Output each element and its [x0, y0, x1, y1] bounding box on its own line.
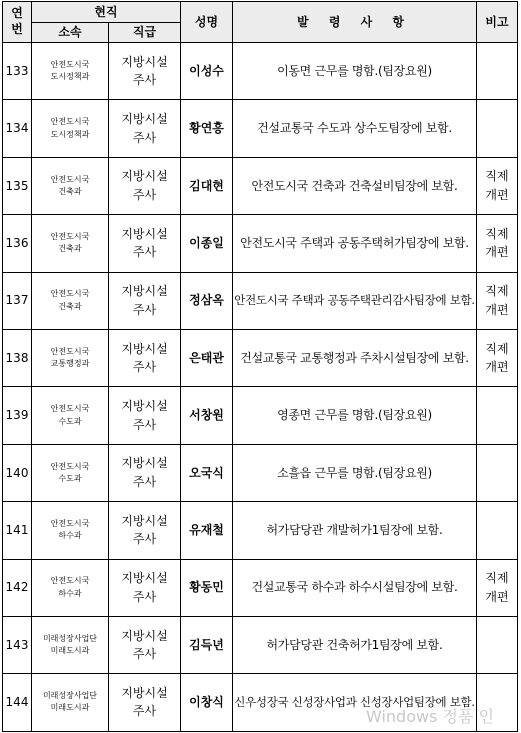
table-row: [3, 100, 518, 157]
row-rank: [109, 387, 181, 444]
row-number: 135: [3, 157, 32, 214]
row-remark: [477, 444, 518, 501]
row-dept-line1: 안전도시국: [50, 231, 90, 241]
row-name: 은태관: [181, 329, 233, 386]
row-dept: [32, 387, 109, 444]
row-rank-line1: 지방시설: [121, 169, 168, 184]
row-dept: [32, 502, 109, 559]
row-number: 140: [3, 444, 32, 501]
row-remark: [477, 100, 518, 157]
row-rank: [109, 43, 181, 100]
row-remark: [477, 215, 518, 272]
row-rank: [109, 674, 181, 731]
row-dept-line2: 도시정책과: [50, 129, 90, 139]
row-rank-line2: 주사: [132, 360, 157, 375]
row-dept: [32, 444, 109, 501]
row-remark-line1: 직제: [485, 284, 509, 299]
row-name: 황연흥: [181, 100, 233, 157]
row-dept-line1: 안전도시국: [50, 346, 90, 356]
table-row: [3, 329, 518, 386]
row-rank-line2: 주사: [132, 245, 157, 260]
row-name: 황동민: [181, 559, 233, 616]
row-rank: [109, 616, 181, 673]
row-dept-line2: 미래도시과: [50, 703, 90, 713]
row-dept-line2: 건축과: [58, 244, 82, 254]
row-dept: [32, 272, 109, 329]
row-rank-line1: 지방시설: [121, 226, 168, 241]
row-rank-line2: 주사: [132, 474, 157, 489]
row-appointment: 안전도시국 주택과 공동주택관리감사팀장에 보함.: [233, 272, 477, 329]
row-dept-line2: 도시정책과: [50, 72, 90, 82]
row-dept: [32, 616, 109, 673]
row-rank-line1: 지방시설: [121, 284, 168, 299]
row-number: 144: [3, 674, 32, 731]
row-remark: [477, 559, 518, 616]
row-name: 이창식: [181, 674, 233, 731]
row-remark: [477, 157, 518, 214]
row-dept-line2: 건축과: [58, 301, 82, 311]
row-rank: [109, 215, 181, 272]
row-name: 이종일: [181, 215, 233, 272]
row-name: 이성수: [181, 43, 233, 100]
row-dept-line2: 교통행정과: [50, 359, 90, 369]
header-remark: 비고: [477, 2, 518, 43]
row-dept-line1: 안전도시국: [50, 576, 90, 586]
row-rank: [109, 157, 181, 214]
row-remark-line1: 직제: [485, 571, 509, 586]
row-dept-line2: 수도과: [58, 416, 82, 426]
row-dept: [32, 157, 109, 214]
table-header: [3, 2, 518, 43]
header-rank: 직급: [109, 23, 181, 43]
row-dept-line2: 미래도시과: [50, 646, 90, 656]
row-rank-line2: 주사: [132, 73, 157, 88]
row-rank-line1: 지방시설: [121, 513, 168, 528]
table-row: [3, 387, 518, 444]
row-remark-line2: 개편: [485, 187, 509, 202]
row-remark: [477, 502, 518, 559]
row-rank-line1: 지방시설: [121, 685, 168, 700]
row-number: 142: [3, 559, 32, 616]
row-remark-line1: 직제: [485, 169, 509, 184]
row-appointment: 허가담당관 건축허가1팀장에 보함.: [233, 616, 477, 673]
row-dept: [32, 559, 109, 616]
row-dept-line1: 미래성장사업단: [42, 691, 98, 701]
row-name: 김득년: [181, 616, 233, 673]
row-remark-line2: 개편: [485, 589, 509, 604]
row-name: 김대현: [181, 157, 233, 214]
row-dept-line1: 안전도시국: [50, 117, 90, 127]
table-row: [3, 616, 518, 673]
row-rank-line2: 주사: [132, 704, 157, 719]
header-dept: 소속: [32, 23, 109, 43]
row-number: 143: [3, 616, 32, 673]
row-rank-line2: 주사: [132, 187, 157, 202]
row-dept-line1: 안전도시국: [50, 59, 90, 69]
row-rank-line2: 주사: [132, 130, 157, 145]
row-remark-line2: 개편: [485, 302, 509, 317]
row-remark-line2: 개편: [485, 245, 509, 260]
row-number: 133: [3, 43, 32, 100]
header-no: [3, 2, 32, 43]
row-remark-line1: 직제: [485, 226, 509, 241]
table-row: [3, 157, 518, 214]
row-rank: [109, 502, 181, 559]
row-dept: [32, 100, 109, 157]
header-no-label: 연 번: [11, 6, 23, 36]
row-remark: [477, 272, 518, 329]
row-dept: [32, 215, 109, 272]
row-dept-line1: 안전도시국: [50, 461, 90, 471]
row-number: 137: [3, 272, 32, 329]
row-remark: [477, 616, 518, 673]
row-remark: [477, 43, 518, 100]
header-name: 성명: [181, 2, 233, 43]
row-appointment: 신우성장국 신성장사업과 신성장사업팀장에 보함.: [233, 674, 477, 731]
row-dept-line1: 안전도시국: [50, 404, 90, 414]
table-row: [3, 444, 518, 501]
row-rank-line2: 주사: [132, 302, 157, 317]
row-dept-line2: 건축과: [58, 186, 82, 196]
table-body: [3, 43, 518, 732]
row-rank-line2: 주사: [132, 647, 157, 662]
row-dept-line1: 미래성장사업단: [42, 633, 98, 643]
appointment-table: [2, 1, 518, 732]
row-rank-line2: 주사: [132, 589, 157, 604]
row-dept: [32, 329, 109, 386]
row-rank: [109, 559, 181, 616]
row-number: 141: [3, 502, 32, 559]
row-appointment: 영종면 근무를 명함.(팀장요원): [233, 387, 477, 444]
windows-activation-watermark: Windows 정품 인: [366, 707, 494, 726]
row-rank-line1: 지방시설: [121, 398, 168, 413]
row-dept-line2: 하수과: [58, 588, 82, 598]
row-number: 139: [3, 387, 32, 444]
row-remark-line2: 개편: [485, 360, 509, 375]
row-appointment: 건설교통국 하수과 하수시설팀장에 보함.: [233, 559, 477, 616]
header-current: 현직: [32, 2, 181, 23]
row-rank: [109, 100, 181, 157]
row-dept-line2: 수도과: [58, 473, 82, 483]
row-dept-line1: 안전도시국: [50, 289, 90, 299]
row-dept-line1: 안전도시국: [50, 174, 90, 184]
row-rank-line1: 지방시설: [121, 341, 168, 356]
table-row: [3, 43, 518, 100]
row-appointment: 소흘읍 근무를 명함.(팀장요원): [233, 444, 477, 501]
row-name: 서창원: [181, 387, 233, 444]
row-appointment: 건설교통국 수도과 상수도팀장에 보함.: [233, 100, 477, 157]
row-remark: [477, 329, 518, 386]
header-appointment: 발 령 사 항: [233, 2, 477, 43]
row-rank: [109, 272, 181, 329]
row-rank-line1: 지방시설: [121, 54, 168, 69]
row-appointment: 허가담당관 개발허가1팀장에 보함.: [233, 502, 477, 559]
row-rank-line2: 주사: [132, 532, 157, 547]
row-rank-line1: 지방시설: [121, 111, 168, 126]
row-dept-line1: 안전도시국: [50, 518, 90, 528]
row-dept: [32, 43, 109, 100]
row-dept: [32, 674, 109, 731]
row-appointment: 건설교통국 교통행정과 주차시설팀장에 보함.: [233, 329, 477, 386]
row-rank-line1: 지방시설: [121, 628, 168, 643]
row-name: 유재철: [181, 502, 233, 559]
row-rank-line2: 주사: [132, 417, 157, 432]
table-row: [3, 559, 518, 616]
table-row: [3, 272, 518, 329]
row-name: 정삼옥: [181, 272, 233, 329]
row-rank-line1: 지방시설: [121, 456, 168, 471]
row-rank-line1: 지방시설: [121, 571, 168, 586]
row-rank: [109, 329, 181, 386]
row-appointment: 안전도시국 주택과 공동주택허가팀장에 보함.: [233, 215, 477, 272]
row-name: 오국식: [181, 444, 233, 501]
row-number: 136: [3, 215, 32, 272]
row-number: 134: [3, 100, 32, 157]
row-rank: [109, 444, 181, 501]
row-appointment: 이동면 근무를 명함.(팀장요원): [233, 43, 477, 100]
row-appointment: 안전도시국 건축과 건축설비팀장에 보함.: [233, 157, 477, 214]
table-row: [3, 502, 518, 559]
table-row: [3, 215, 518, 272]
row-remark-line1: 직제: [485, 341, 509, 356]
row-remark: [477, 387, 518, 444]
row-number: 138: [3, 329, 32, 386]
row-dept-line2: 하수과: [58, 531, 82, 541]
